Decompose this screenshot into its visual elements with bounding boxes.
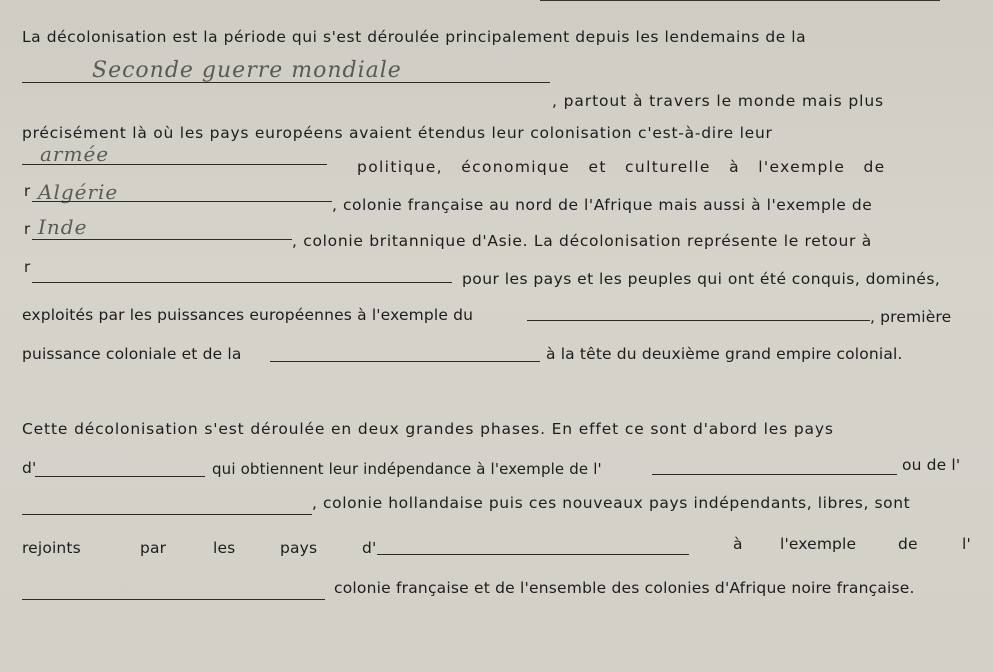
blank-9[interactable] — [652, 474, 897, 475]
p1-line6: , colonie britannique d'Asie. La décolonisation représente le retour à — [292, 232, 872, 250]
p1-line8b: , première — [870, 308, 952, 326]
p2-line4d: pays — [280, 539, 318, 557]
p2-line2c: ou de l' — [902, 456, 961, 474]
p1-line9b: à la tête du deuxième grand empire colonial. — [546, 345, 903, 363]
p2-line5: colonie française et de l'ensemble des colonies d'Afrique noire française. — [334, 579, 915, 597]
handwritten-answer-4: Inde — [38, 215, 88, 239]
p1-line1: La décolonisation est la période qui s'est déroulée principalement depuis les lendemains de la — [22, 28, 807, 46]
p1-line8: exploités par les puissances européennes à l'exemple du — [22, 306, 474, 324]
p2-line4c: les — [213, 539, 236, 557]
blank-8[interactable] — [35, 476, 205, 477]
p1-line4: politique, économique et culturelle à l'exemple de — [357, 158, 886, 176]
p1-line9: puissance coloniale et de la — [22, 345, 242, 363]
p2-line4e: d' — [362, 539, 377, 557]
p2-line4h: de — [898, 535, 918, 553]
p2-line4f: à — [733, 535, 743, 553]
blank-5[interactable] — [32, 282, 452, 283]
top-rule — [540, 0, 940, 1]
handwritten-answer-1: Seconde guerre mondiale — [92, 58, 402, 83]
p2-line1: Cette décolonisation s'est déroulée en deux grandes phases. En effet ce sont d'abord les pays — [22, 420, 834, 438]
p2-line2a: d' — [22, 459, 37, 477]
tick-mark: r — [24, 258, 31, 276]
blank-4[interactable] — [32, 239, 292, 240]
blank-6[interactable] — [527, 320, 870, 321]
tick-mark: r — [24, 220, 31, 238]
blank-7[interactable] — [270, 361, 540, 362]
p1-line2: , partout à travers le monde mais plus — [552, 92, 885, 110]
tick-mark: r — [24, 182, 31, 200]
handwritten-answer-3: Algérie — [38, 180, 119, 204]
blank-10[interactable] — [22, 514, 312, 515]
p2-line3: , colonie hollandaise puis ces nouveaux pays indépendants, libres, sont — [312, 494, 911, 512]
p2-line4i: l' — [962, 535, 971, 553]
blank-11[interactable] — [377, 554, 689, 555]
p2-line4g: l'exemple — [780, 535, 857, 553]
p1-line3: précisément là où les pays européens avaient étendus leur colonisation c'est-à-dire leur — [22, 124, 773, 142]
p1-line7: pour les pays et les peuples qui ont été conquis, dominés, — [462, 270, 941, 288]
p1-line5: , colonie française au nord de l'Afrique mais aussi à l'exemple de — [332, 196, 873, 214]
p2-line4a: rejoints — [22, 539, 81, 557]
blank-12[interactable] — [22, 599, 325, 600]
p2-line4b: par — [140, 539, 167, 557]
handwritten-answer-2: armée — [40, 142, 110, 166]
p2-line2b: qui obtiennent leur indépendance à l'exemple de l' — [212, 460, 602, 478]
